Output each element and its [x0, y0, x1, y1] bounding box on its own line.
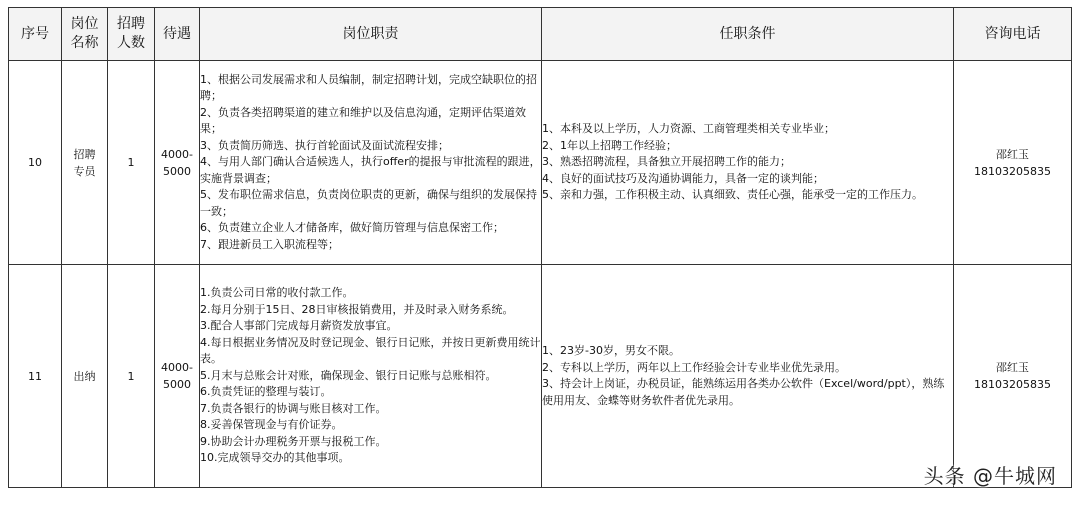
cell-requirements: 1、本科及以上学历，人力资源、工商管理类相关专业毕业； 2、1年以上招聘工作经验； 3、熟悉招聘流程，具备独立开展招聘工作的能力； 4、良好的面试技巧及沟通协调能力，具备一定的谈判能； 5、亲和力强，工作积极主动、认真细致、责任心强，能承受一定的工作压力。	[542, 61, 954, 265]
cell-seq: 10	[9, 61, 62, 265]
table-row	[9, 265, 1072, 488]
recruitment-table	[8, 7, 1072, 488]
header-seq: 序号	[9, 8, 62, 61]
cell-salary: 4000- 5000	[155, 61, 200, 265]
cell-salary: 4000- 5000	[155, 265, 200, 488]
header-row	[9, 8, 1072, 61]
header-salary: 待遇	[155, 8, 200, 61]
cell-requirements: 1、23岁-30岁，男女不限。 2、专科以上学历，两年以上工作经验会计专业毕业优先录用。 3、持会计上岗证，办税员证，能熟练运用各类办公软件（Excel/word/ppt），熟练使用用友、金蝶等财务软件者优先录用。	[542, 265, 954, 488]
watermark: 头条 @牛城网	[923, 464, 1057, 488]
contact-name: 邵红玉	[996, 361, 1029, 374]
cell-count: 1	[108, 265, 155, 488]
cell-position: 招聘 专员	[62, 61, 108, 265]
header-count: 招聘 人数	[108, 8, 155, 61]
cell-contact	[954, 61, 1072, 265]
contact-phone: 18103205835	[974, 164, 1051, 178]
cell-seq: 11	[9, 265, 62, 488]
header-phone: 咨询电话	[954, 8, 1072, 61]
header-position: 岗位 名称	[62, 8, 108, 61]
cell-position: 出纳	[62, 265, 108, 488]
header-duties: 岗位职责	[200, 8, 542, 61]
cell-contact	[954, 265, 1072, 488]
table-row	[9, 61, 1072, 265]
cell-count: 1	[108, 61, 155, 265]
cell-duties: 1、根据公司发展需求和人员编制，制定招聘计划，完成空缺职位的招聘； 2、负责各类招聘渠道的建立和维护以及信息沟通，定期评估渠道效果； 3、负责简历筛选、执行首轮面试及面试流程安排； 4、与用人部门确认合适候选人，执行offer的提报与审批流程的跟进，实施背景调查； 5、发布职位需求信息，负责岗位职责的更新，确保与组织的发展保持一致； 6、负责建立企业人才储备库，做好简历管理与信息保密工作； 7、跟进新员工入职流程等；	[200, 61, 542, 265]
contact-phone: 18103205835	[974, 378, 1051, 391]
header-requirements: 任职条件	[542, 8, 954, 61]
cell-duties: 1.负责公司日常的收付款工作。 2.每月分别于15日、28日审核报销费用，并及时录入财务系统。 3.配合人事部门完成每月薪资发放事宜。 4.每日根据业务情况及时登记现金、银行日记账，并按日更新费用统计表。 5.月末与总账会计对账，确保现金、银行日记账与总账相符。 6.负责凭证的整理与装订。 7.负责各银行的协调与账目核对工作。 8.妥善保管现金与有价证券。 9.协助会计办理税务开票与报税工作。 10.完成领导交办的其他事项。	[200, 265, 542, 488]
contact-name: 邵红玉	[996, 147, 1029, 161]
